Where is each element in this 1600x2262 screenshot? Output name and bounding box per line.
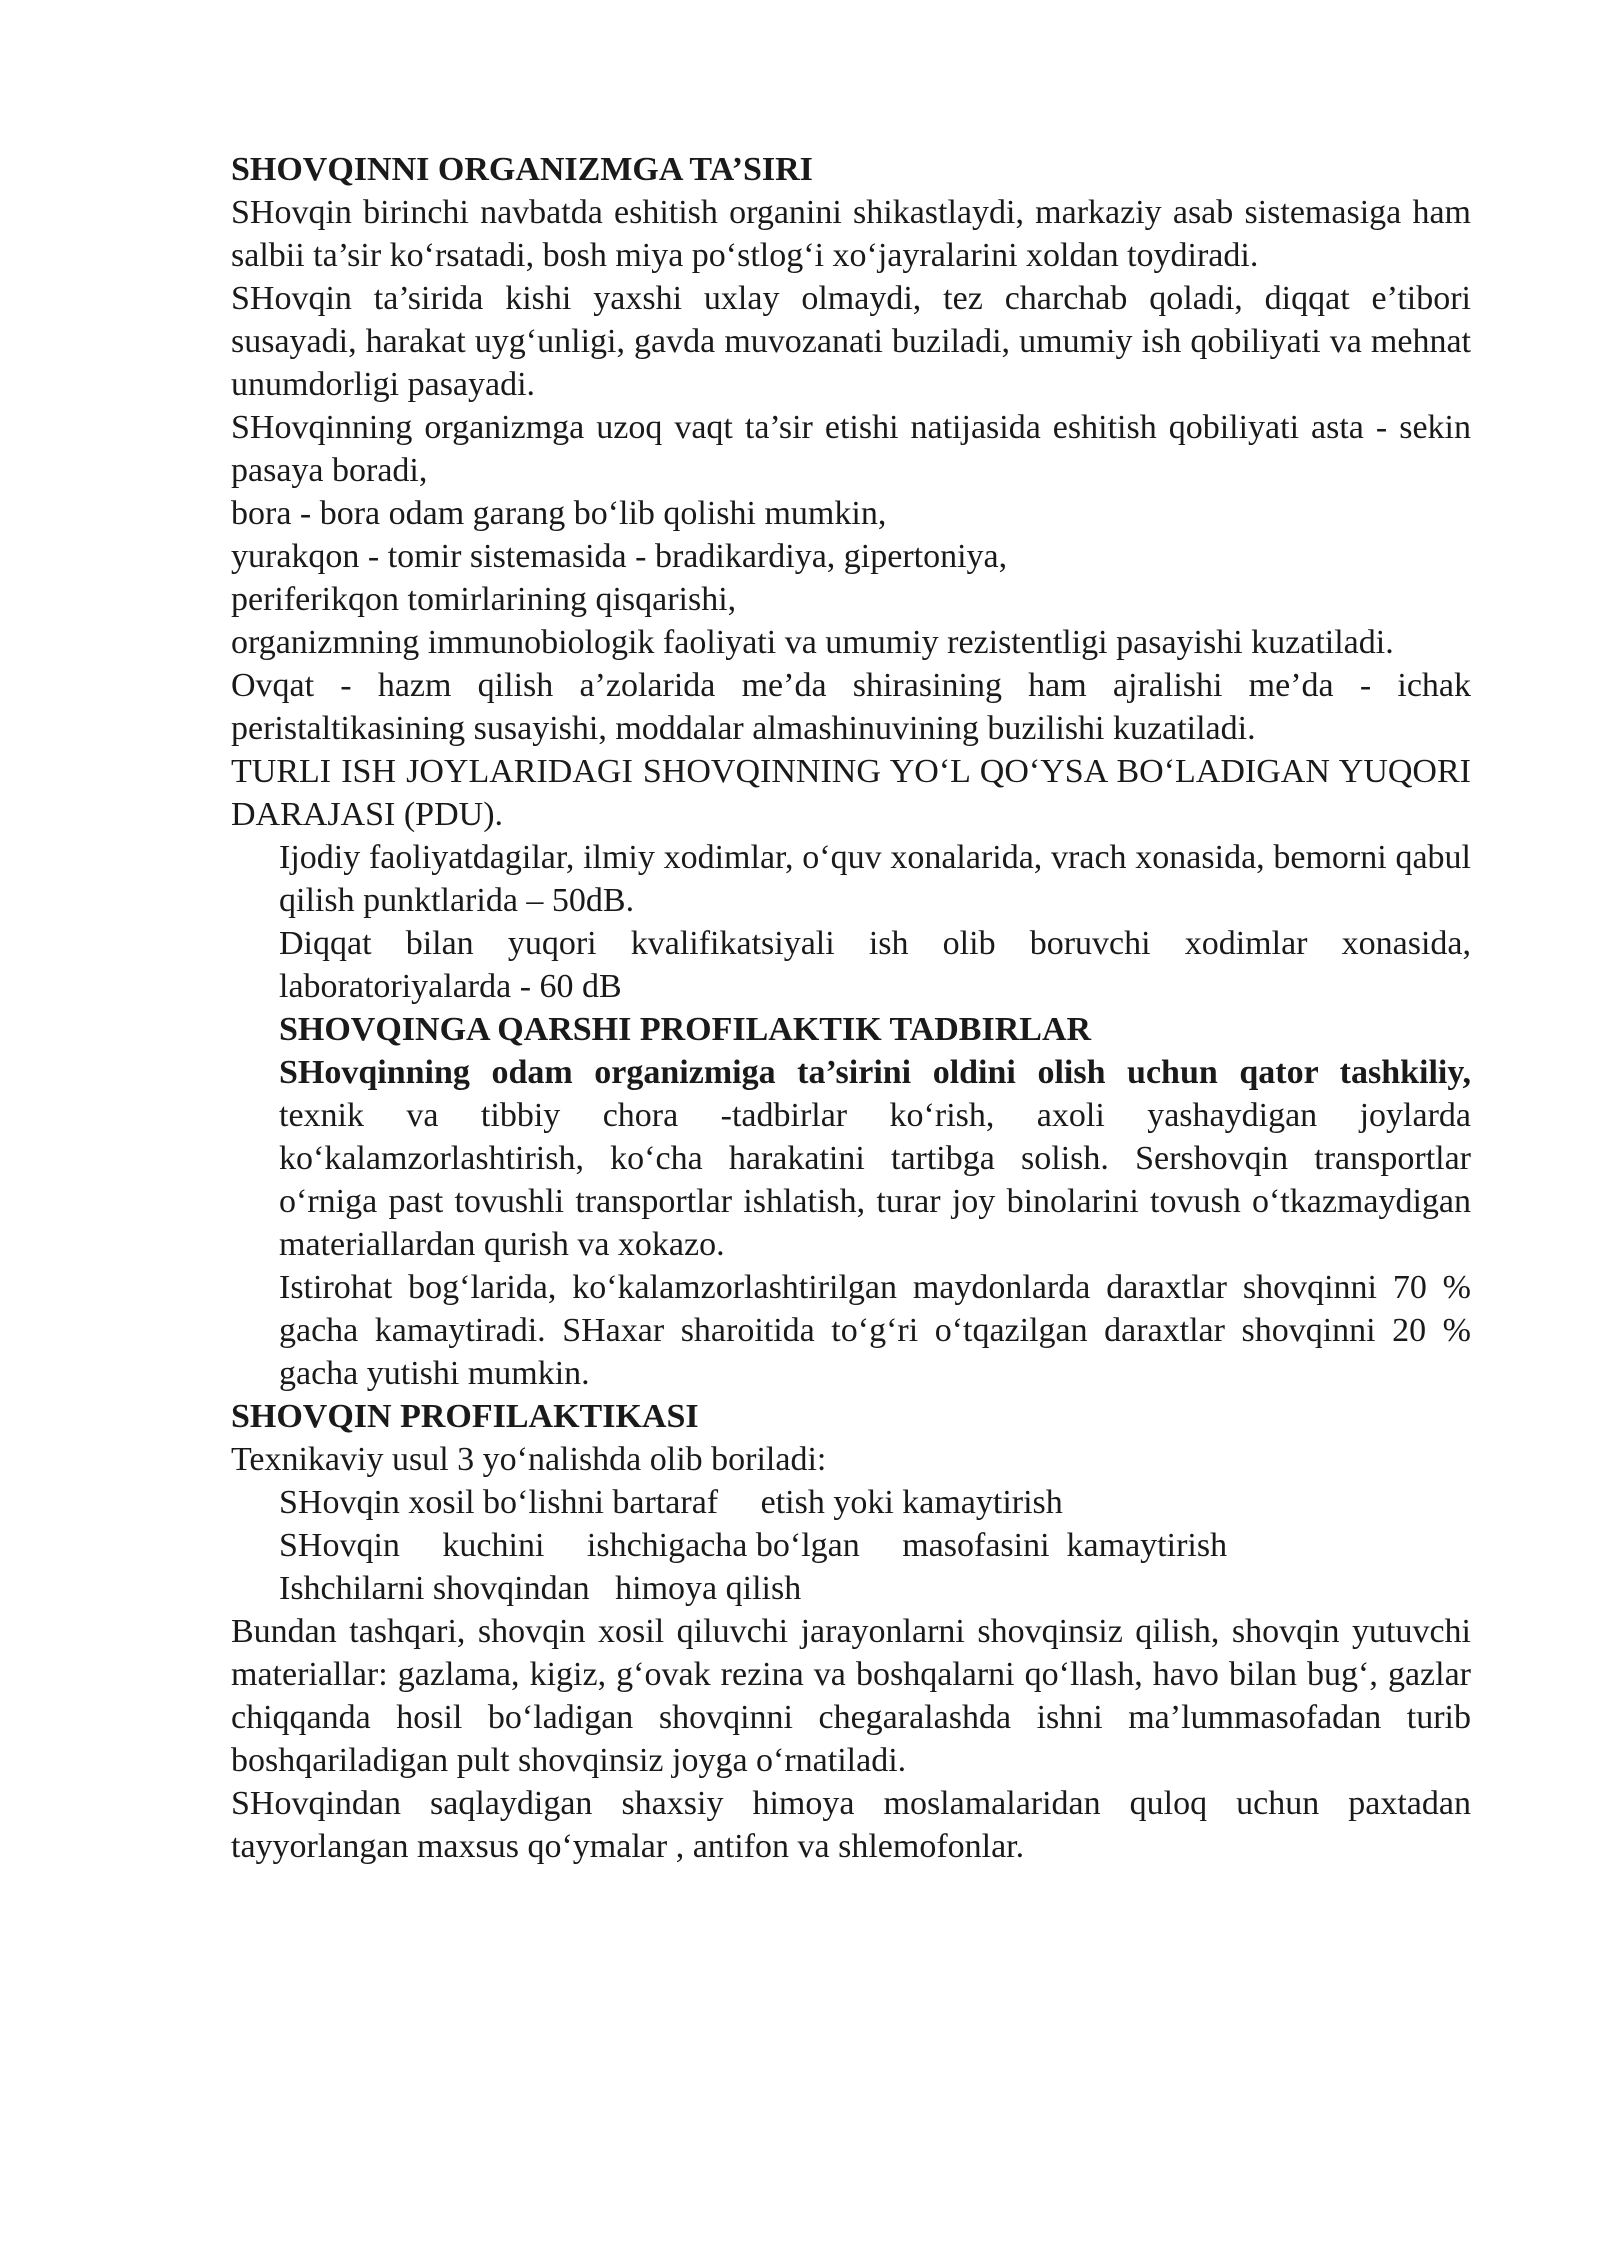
heading-noise-effects: SHOVQINNI ORGANIZMGA TA’SIRI — [231, 151, 813, 188]
method-line: Ishchilarni shovqindan himoya qilish — [279, 1570, 802, 1607]
method-line: SHovqin xosil bo‘lishni bartaraf etish yoki kamaytirish — [279, 1484, 1063, 1521]
list-line: organizmning immunobiologik faoliyati va umumiy rezistentligi pasayishi kuzatiladi. — [231, 624, 1394, 661]
paragraph: TURLI ISH JOYLARIDAGI SHOVQINNING YO‘L QO‘YSA BO‘LADIGAN YUQORI DARAJASI (PDU). — [231, 753, 1471, 833]
heading-noise-prophylaxis: SHOVQIN PROFILAKTIKASI — [231, 1398, 699, 1435]
list-line: periferikqon tomirlarining qisqarishi, — [231, 581, 737, 618]
indented-paragraph: texnik va tibbiy chora -tadbirlar ko‘rish, axoli yashaydigan joylarda ko‘kalamzorlashtirish, ko‘cha harakatini tartibga solish. Sershovqin transportlar o‘rniga past tovushli transportlar ishlatish, turar joy binolarini tovush o‘tkazmaydigan materiallardan qurish va xokazo. — [279, 1097, 1471, 1263]
paragraph: SHovqin ta’sirida kishi yaxshi uxlay olmaydi, tez charchab qoladi, diqqat e’tibori susayadi, harakat uyg‘unligi, gavda muvozanati buziladi, umumiy ish qobiliyati va mehnat unumdorligi pasayadi. — [231, 280, 1471, 403]
indented-paragraph: Diqqat bilan yuqori kvalifikatsiyali ish olib boruvchi xodimlar xonasida, laboratoriyalarda - 60 dB — [279, 925, 1471, 1005]
paragraph: SHovqindan saqlaydigan shaxsiy himoya moslamalaridan quloq uchun paxtadan tayyorlangan maxsus qo‘ymalar , antifon va shlemofonlar. — [231, 1785, 1471, 1865]
paragraph: SHovqinning organizmga uzoq vaqt ta’sir etishi natijasida eshitish qobiliyati asta - sekin pasaya boradi, — [231, 409, 1471, 489]
heading-noise-prevention-measures: SHOVQINGA QARSHI PROFILAKTIK TADBIRLAR — [279, 1011, 1092, 1048]
paragraph: Bundan tashqari, shovqin xosil qiluvchi jarayonlarni shovqinsiz qilish, shovqin yutuvchi materiallar: gazlama, kigiz, g‘ovak rezina va boshqalarni qo‘llash, havo bilan bug‘, gazlar chiqqanda hosil bo‘ladigan shovqinni chegaralashda ishni ma’lummasofadan turib boshqariladigan pult shovqinsiz joyga o‘rnatiladi. — [231, 1613, 1471, 1779]
paragraph: SHovqin birinchi navbatda eshitish organini shikastlaydi, markaziy asab sistemasiga ham salbii ta’sir ko‘rsatadi, bosh miya po‘stlog‘i xo‘jayralarini xoldan toydiradi. — [231, 194, 1471, 274]
paragraph: Ovqat - hazm qilish a’zolarida me’da shirasining ham ajralishi me’da - ichak peristaltikasining susayishi, moddalar almashinuvining buzilishi kuzatiladi. — [231, 667, 1471, 747]
indented-paragraph: Istirohat bog‘larida, ko‘kalamzorlashtirilgan maydonlarda daraxtlar shovqinni 70 % gacha kamaytiradi. SHaxar sharoitida to‘g‘ri o‘tqazilgan daraxtlar shovqinni 20 % gacha yutishi mumkin. — [279, 1269, 1471, 1392]
bold-lead-line: SHovqinning odam organizmiga ta’sirini oldini olish uchun qator tashkiliy, — [279, 1054, 1471, 1091]
paragraph: Texnikaviy usul 3 yo‘nalishda olib boriladi: — [231, 1441, 827, 1478]
document-page — [231, 148, 1471, 1868]
method-line: SHovqin kuchini ishchigacha bo‘lgan masofasini kamaytirish — [279, 1527, 1228, 1564]
list-line: bora - bora odam garang bo‘lib qolishi mumkin, — [231, 495, 887, 532]
list-line: yurakqon - tomir sistemasida - bradikardiya, gipertoniya, — [231, 538, 1008, 575]
indented-paragraph: Ijodiy faoliyatdagilar, ilmiy xodimlar, o‘quv xonalarida, vrach xonasida, bemorni qabul qilish punktlarida – 50dB. — [279, 839, 1471, 919]
